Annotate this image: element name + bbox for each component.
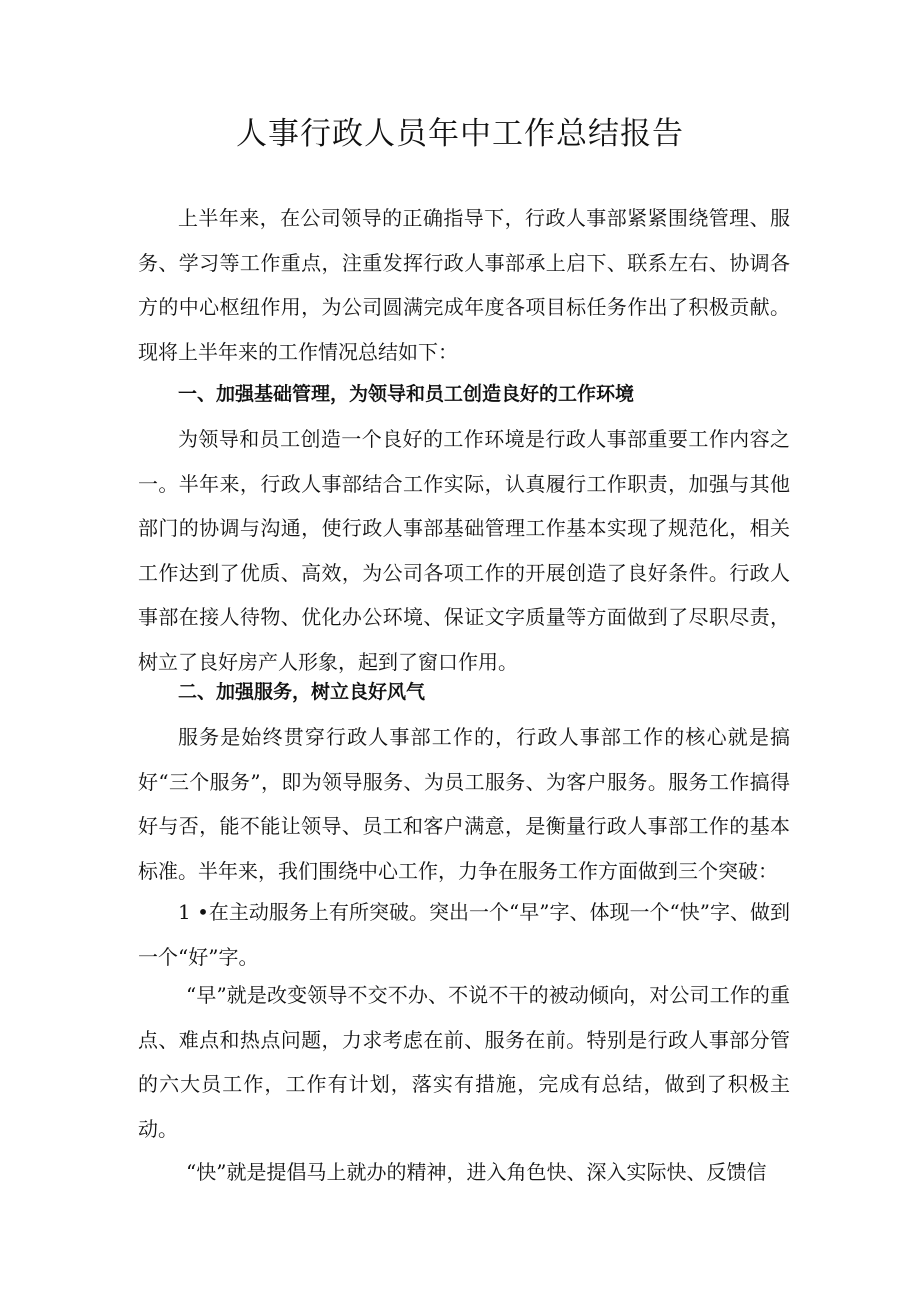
early-explanation-paragraph: “早”就是改变领导不交不办、不说不干的被动倾向，对公司工作的重点、难点和热点问题，力求考虑在前、服务在前。特别是行政人事部分管的六大员工作，工作有计划，落实有措施，完成有总结，做到了积极主动。: [138, 983, 790, 1141]
fast-explanation-paragraph: “快”就是提倡马上就办的精神，进入角色快、深入实际快、反馈信: [186, 1160, 767, 1184]
service-point-1: 1 •在主动服务上有所突破。突出一个“早”字、体现一个“快”字、做到一个“好”字。: [138, 900, 790, 969]
document-title: 人事行政人员年中工作总结报告: [236, 116, 684, 152]
section-2-heading: 二、加强服务，树立良好风气: [178, 681, 426, 703]
section-1-paragraph: 为领导和员工创造一个良好的工作环境是行政人事部重要工作内容之一。半年来，行政人事部结合工作实际，认真履行工作职责，加强与其他部门的协调与沟通，使行政人事部基础管理工作基本实现了规范化，相关工作达到了优质、高效，为公司各项工作的开展创造了良好条件。行政人事部在接人待物、优化办公环境、保证文字质量等方面做到了尽职尽责，树立了良好房产人形象，起到了窗口作用。: [138, 427, 790, 674]
section-2-paragraph: 服务是始终贯穿行政人事部工作的，行政人事部工作的核心就是搞好“三个服务”，即为领导服务、为员工服务、为客户服务。服务工作搞得好与否，能不能让领导、员工和客户满意，是衡量行政人事部工作的基本标准。半年来，我们围绕中心工作，力争在服务工作方面做到三个突破：: [138, 725, 790, 883]
intro-paragraph: 上半年来，在公司领导的正确指导下，行政人事部紧紧围绕管理、服务、学习等工作重点，注重发挥行政人事部承上启下、联系左右、协调各方的中心枢纽作用，为公司圆满完成年度各项目标任务作出了积极贡献。现将上半年来的工作情况总结如下：: [138, 206, 790, 364]
section-1-heading: 一、加强基础管理，为领导和员工创造良好的工作环境: [178, 383, 635, 405]
